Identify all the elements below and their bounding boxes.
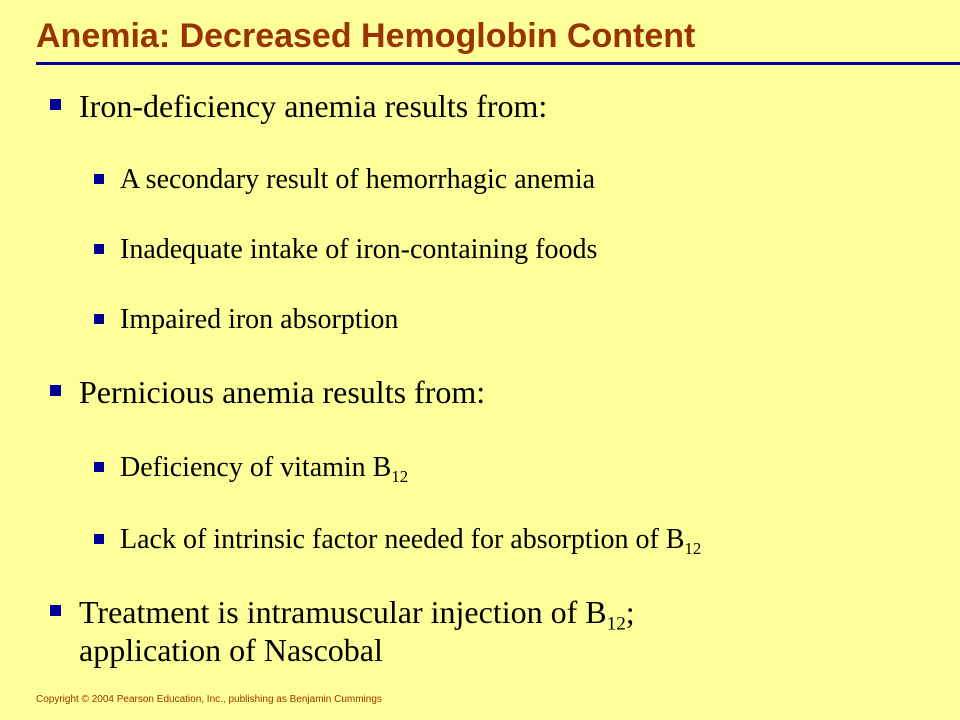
square-bullet-icon [94, 462, 104, 472]
subscript: 12 [684, 538, 702, 558]
bullet-text-line-2: application of Nascobal [79, 632, 383, 668]
sub-bullet-text [120, 523, 701, 557]
sub-bullet-text [120, 451, 408, 485]
square-bullet-icon [94, 534, 104, 544]
bullet-text: Iron-deficiency anemia results from: [79, 88, 548, 124]
slide-title: Anemia: Decreased Hemoglobin Content [36, 17, 696, 55]
subscript: 12 [606, 613, 626, 635]
square-bullet-icon [94, 174, 104, 184]
bullet-text-line-1 [79, 593, 635, 635]
square-bullet-icon [94, 244, 104, 254]
bullet-text: Pernicious anemia results from: [79, 374, 486, 410]
bullet-text-suffix: ; [625, 594, 635, 630]
square-bullet-icon [50, 385, 61, 396]
square-bullet-icon [50, 99, 61, 110]
sub-bullet-text: A secondary result of hemorrhagic anemia [120, 164, 596, 195]
sub-bullet-text: Inadequate intake of iron-containing foods [120, 234, 598, 265]
sub-bullet-text-main: Lack of intrinsic factor needed for absorption of B [120, 524, 685, 555]
square-bullet-icon [50, 605, 61, 616]
title-divider [36, 62, 960, 65]
subscript: 12 [391, 466, 409, 486]
sub-bullet-text: Impaired iron absorption [120, 304, 399, 335]
copyright-footer: Copyright © 2004 Pearson Education, Inc., publishing as Benjamin Cummings [36, 694, 382, 705]
square-bullet-icon [94, 314, 104, 324]
sub-bullet-text-main: Deficiency of vitamin B [120, 452, 392, 483]
bullet-text-main: Treatment is intramuscular injection of B [79, 594, 607, 630]
